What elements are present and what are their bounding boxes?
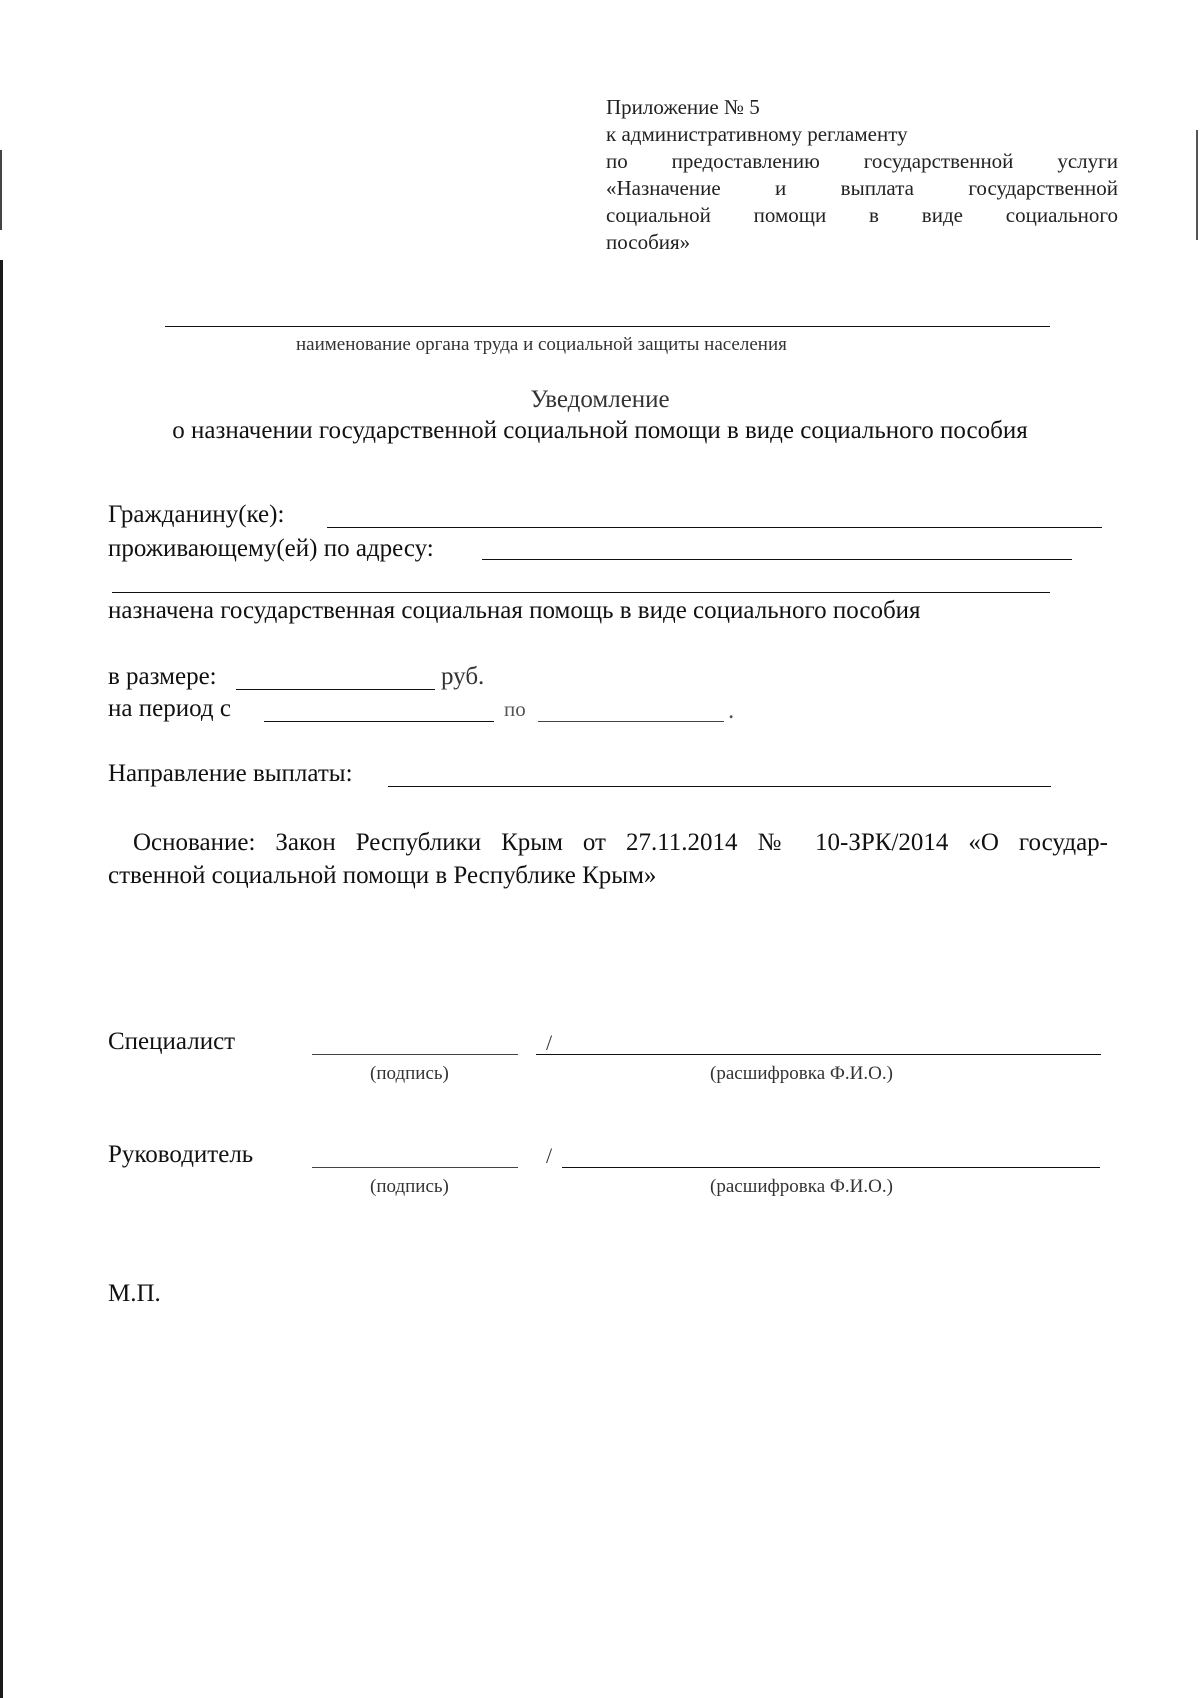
period-end-dot: . (728, 697, 735, 724)
basis-line-1: Основание: Закон Республики Крым от 27.11.2014 № 10-ЗРК/2014 «О государ- (133, 829, 1108, 856)
amount-label: в размере: (108, 663, 217, 690)
head-name-caption: (расшифровка Ф.И.О.) (710, 1176, 893, 1197)
stamp-place: М.П. (108, 1280, 161, 1307)
organ-name-caption: наименование органа труда и социальной защиты населения (296, 334, 787, 355)
scan-edge-right (1196, 130, 1198, 240)
amount-unit: руб. (441, 663, 485, 690)
head-label: Руководитель (108, 1141, 254, 1168)
basis-line-2: ственной социальной помощи в Республике Крым» (108, 862, 657, 889)
basis-paragraph (108, 826, 1108, 892)
document-subtitle: о назначении государственной социальной помощи в виде социального пособия (172, 417, 1028, 444)
specialist-signature-line (312, 1054, 518, 1055)
head-separator: / (546, 1143, 553, 1168)
payment-direction-line (388, 786, 1051, 787)
citizen-label: Гражданину(ке): (108, 501, 285, 528)
address-line-2 (112, 592, 1050, 593)
period-to-line (538, 721, 724, 722)
head-name-line (562, 1167, 1100, 1168)
address-label: проживающему(ей) по адресу: (108, 535, 434, 562)
specialist-label: Специалист (108, 1028, 236, 1055)
period-from-line (264, 721, 494, 722)
citizen-name-line (327, 527, 1102, 528)
specialist-signature-caption: (подпись) (370, 1063, 449, 1084)
specialist-separator: / (546, 1030, 553, 1055)
appendix-regulation: к административному регламенту (606, 122, 908, 146)
period-from-label: на период с (108, 695, 231, 722)
specialist-name-caption: (расшифровка Ф.И.О.) (710, 1063, 893, 1084)
specialist-name-line (536, 1054, 1101, 1055)
appendix-header (606, 94, 1118, 256)
payment-direction-label: Направление выплаты: (108, 760, 353, 787)
organ-name-line (165, 326, 1050, 327)
scan-edge-left-top (0, 150, 2, 230)
appendix-service-line3: социальной помощи в виде социального (606, 203, 1118, 227)
appendix-service-line2: «Назначение и выплата государственной (606, 176, 1118, 200)
address-line-1 (482, 559, 1072, 560)
appendix-service-line1: по предоставлению государственной услуги (606, 149, 1118, 173)
appendix-number: Приложение № 5 (606, 95, 760, 119)
assigned-text: назначена государственная социальная помощь в виде социального пособия (108, 597, 921, 624)
head-signature-caption: (подпись) (370, 1176, 449, 1197)
scan-edge-left (0, 260, 3, 1698)
appendix-service-line4: пособия» (606, 230, 691, 254)
head-signature-line (312, 1167, 518, 1168)
amount-line (236, 689, 435, 690)
document-title: Уведомление (530, 386, 670, 413)
period-to-label: по (504, 697, 526, 721)
